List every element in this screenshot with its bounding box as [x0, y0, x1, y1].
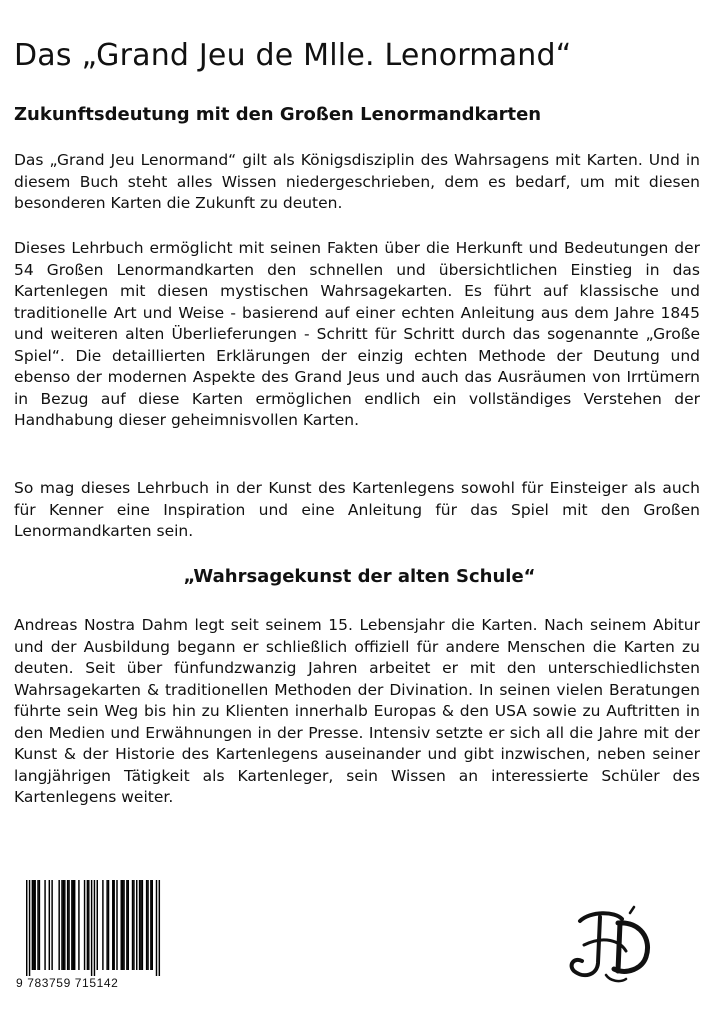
barcode-icon [16, 880, 162, 990]
barcode-bar [68, 880, 69, 970]
barcode-bar [116, 880, 117, 970]
page-subtitle: Zukunftsdeutung mit den Großen Lenormandkarten [14, 104, 542, 125]
barcode-bar [29, 880, 30, 976]
barcode-bar [78, 880, 79, 970]
barcode-bar [71, 880, 72, 970]
barcode-bar [102, 880, 103, 970]
barcode-bar [67, 880, 68, 970]
barcode-bar [152, 880, 153, 970]
barcode-bar [51, 880, 52, 970]
monogram-logo-icon [560, 905, 660, 985]
closing-paragraph: So mag dieses Lehrbuch in der Kunst des Kartenlegens sowohl für Einsteiger als auch für Kenner eine Inspiration und eine Anleitung für das Spiel mit den Großen Lenormandkarten sein. [14, 479, 700, 540]
barcode-bar [159, 880, 160, 976]
barcode-bar [112, 880, 113, 970]
barcode-bar [61, 880, 62, 970]
barcode-bar [139, 880, 140, 970]
page-title: Das „Grand Jeu de Mlle. Lenormand“ [14, 38, 572, 73]
barcode-bar [126, 880, 127, 970]
barcode-bar [37, 880, 38, 970]
barcode-bar [123, 880, 124, 970]
barcode-bar [146, 880, 147, 970]
barcode-bar [136, 880, 137, 970]
barcode-bar [63, 880, 64, 970]
barcode-bar [113, 880, 114, 970]
barcode-bar [32, 880, 33, 970]
barcode-bar [87, 880, 88, 970]
barcode-bar [133, 880, 134, 970]
barcode-bar [108, 880, 109, 970]
barcode-bar [74, 880, 75, 970]
barcode-bar [140, 880, 141, 970]
barcode-bar [39, 880, 40, 970]
barcode-bar [150, 880, 151, 970]
intro-paragraph: Das „Grand Jeu Lenormand“ gilt als Königsdisziplin des Wahrsagens mit Karten. Und in diesem Buch steht alles Wissen niedergeschrieben, dem es bedarf, um mit diesen besonderen Karten die Zukunft zu deuten. [14, 151, 700, 212]
barcode-bar [91, 880, 92, 976]
barcode-bar [73, 880, 74, 970]
barcode-bar [156, 880, 157, 976]
barcode-bar [132, 880, 133, 970]
barcode-bar [84, 880, 85, 970]
barcode-bars [16, 880, 162, 976]
barcode-number: 9 783759 715142 [16, 976, 119, 990]
barcode-bar [49, 880, 50, 970]
barcode-bar [97, 880, 98, 970]
barcode-bar [34, 880, 35, 970]
barcode-bar [88, 880, 89, 970]
section-heading: „Wahrsagekunst der alten Schule“ [183, 566, 536, 587]
barcode-bar [64, 880, 65, 970]
author-paragraph: Andreas Nostra Dahm legt seit seinem 15. Lebensjahr die Karten. Nach seinem Abitur und der Ausbildung begann er schließlich offiziell für andere Menschen die Karten zu deuten. Seit über fünfundzwanzig Jahren arbeitet er mit den unterschiedlichsten Wahrsagekarten & traditionellen Methoden der Divination. In seinen vielen Beratungen führte sein Weg bis hin zu Klienten innerhalb Europas & den USA sowie zu Auftritten in den Medien und Erwähnungen in der Presse. Intensiv setzte er sich all die Jahre mit der Kunst & der Historie des Kartenlegens auseinander und gibt inzwischen, neben seiner langjährigen Tätigkeit als Kartenleger, sein Wissen an interessierte Schüler des Kartenlegens weiter. [14, 616, 700, 806]
barcode-bar [147, 880, 148, 970]
barcode-bar [106, 880, 107, 970]
barcode-bar [128, 880, 129, 970]
barcode-bar [44, 880, 45, 970]
barcode-bar [122, 880, 123, 970]
barcode-bar [121, 880, 122, 970]
description-paragraph: Dieses Lehrbuch ermöglicht mit seinen Fakten über die Herkunft und Bedeutungen der 54 Großen Lenormandkarten den schnellen und übersichtlichen Einstieg in das Kartenlegen mit diesen mystischen Wahrsagekarten. Es führt auf klassische und traditionelle Art und Weise - basierend auf einer echten Anleitung aus dem Jahre 1845 und weiteren alten Überlieferungen - Schritt für Schritt durch das sogenannte „Große Spiel“. Die detaillierten Erklärungen der einzig echten Methode der Deutung und ebenso der modernen Aspekte des Grand Jeus und auch das Ausräumen von Irrtümern in Bezug auf diese Karten ermöglichen endlich ein vollständiges Verstehen der Handhabung dieser geheimnisvollen Karten. [14, 239, 700, 429]
barcode-bar [26, 880, 27, 976]
barcode-bar [94, 880, 95, 976]
barcode-bar [33, 880, 34, 970]
monogram-logo-svg [560, 905, 660, 985]
barcode-bar [58, 880, 59, 970]
barcode-bar [142, 880, 143, 970]
